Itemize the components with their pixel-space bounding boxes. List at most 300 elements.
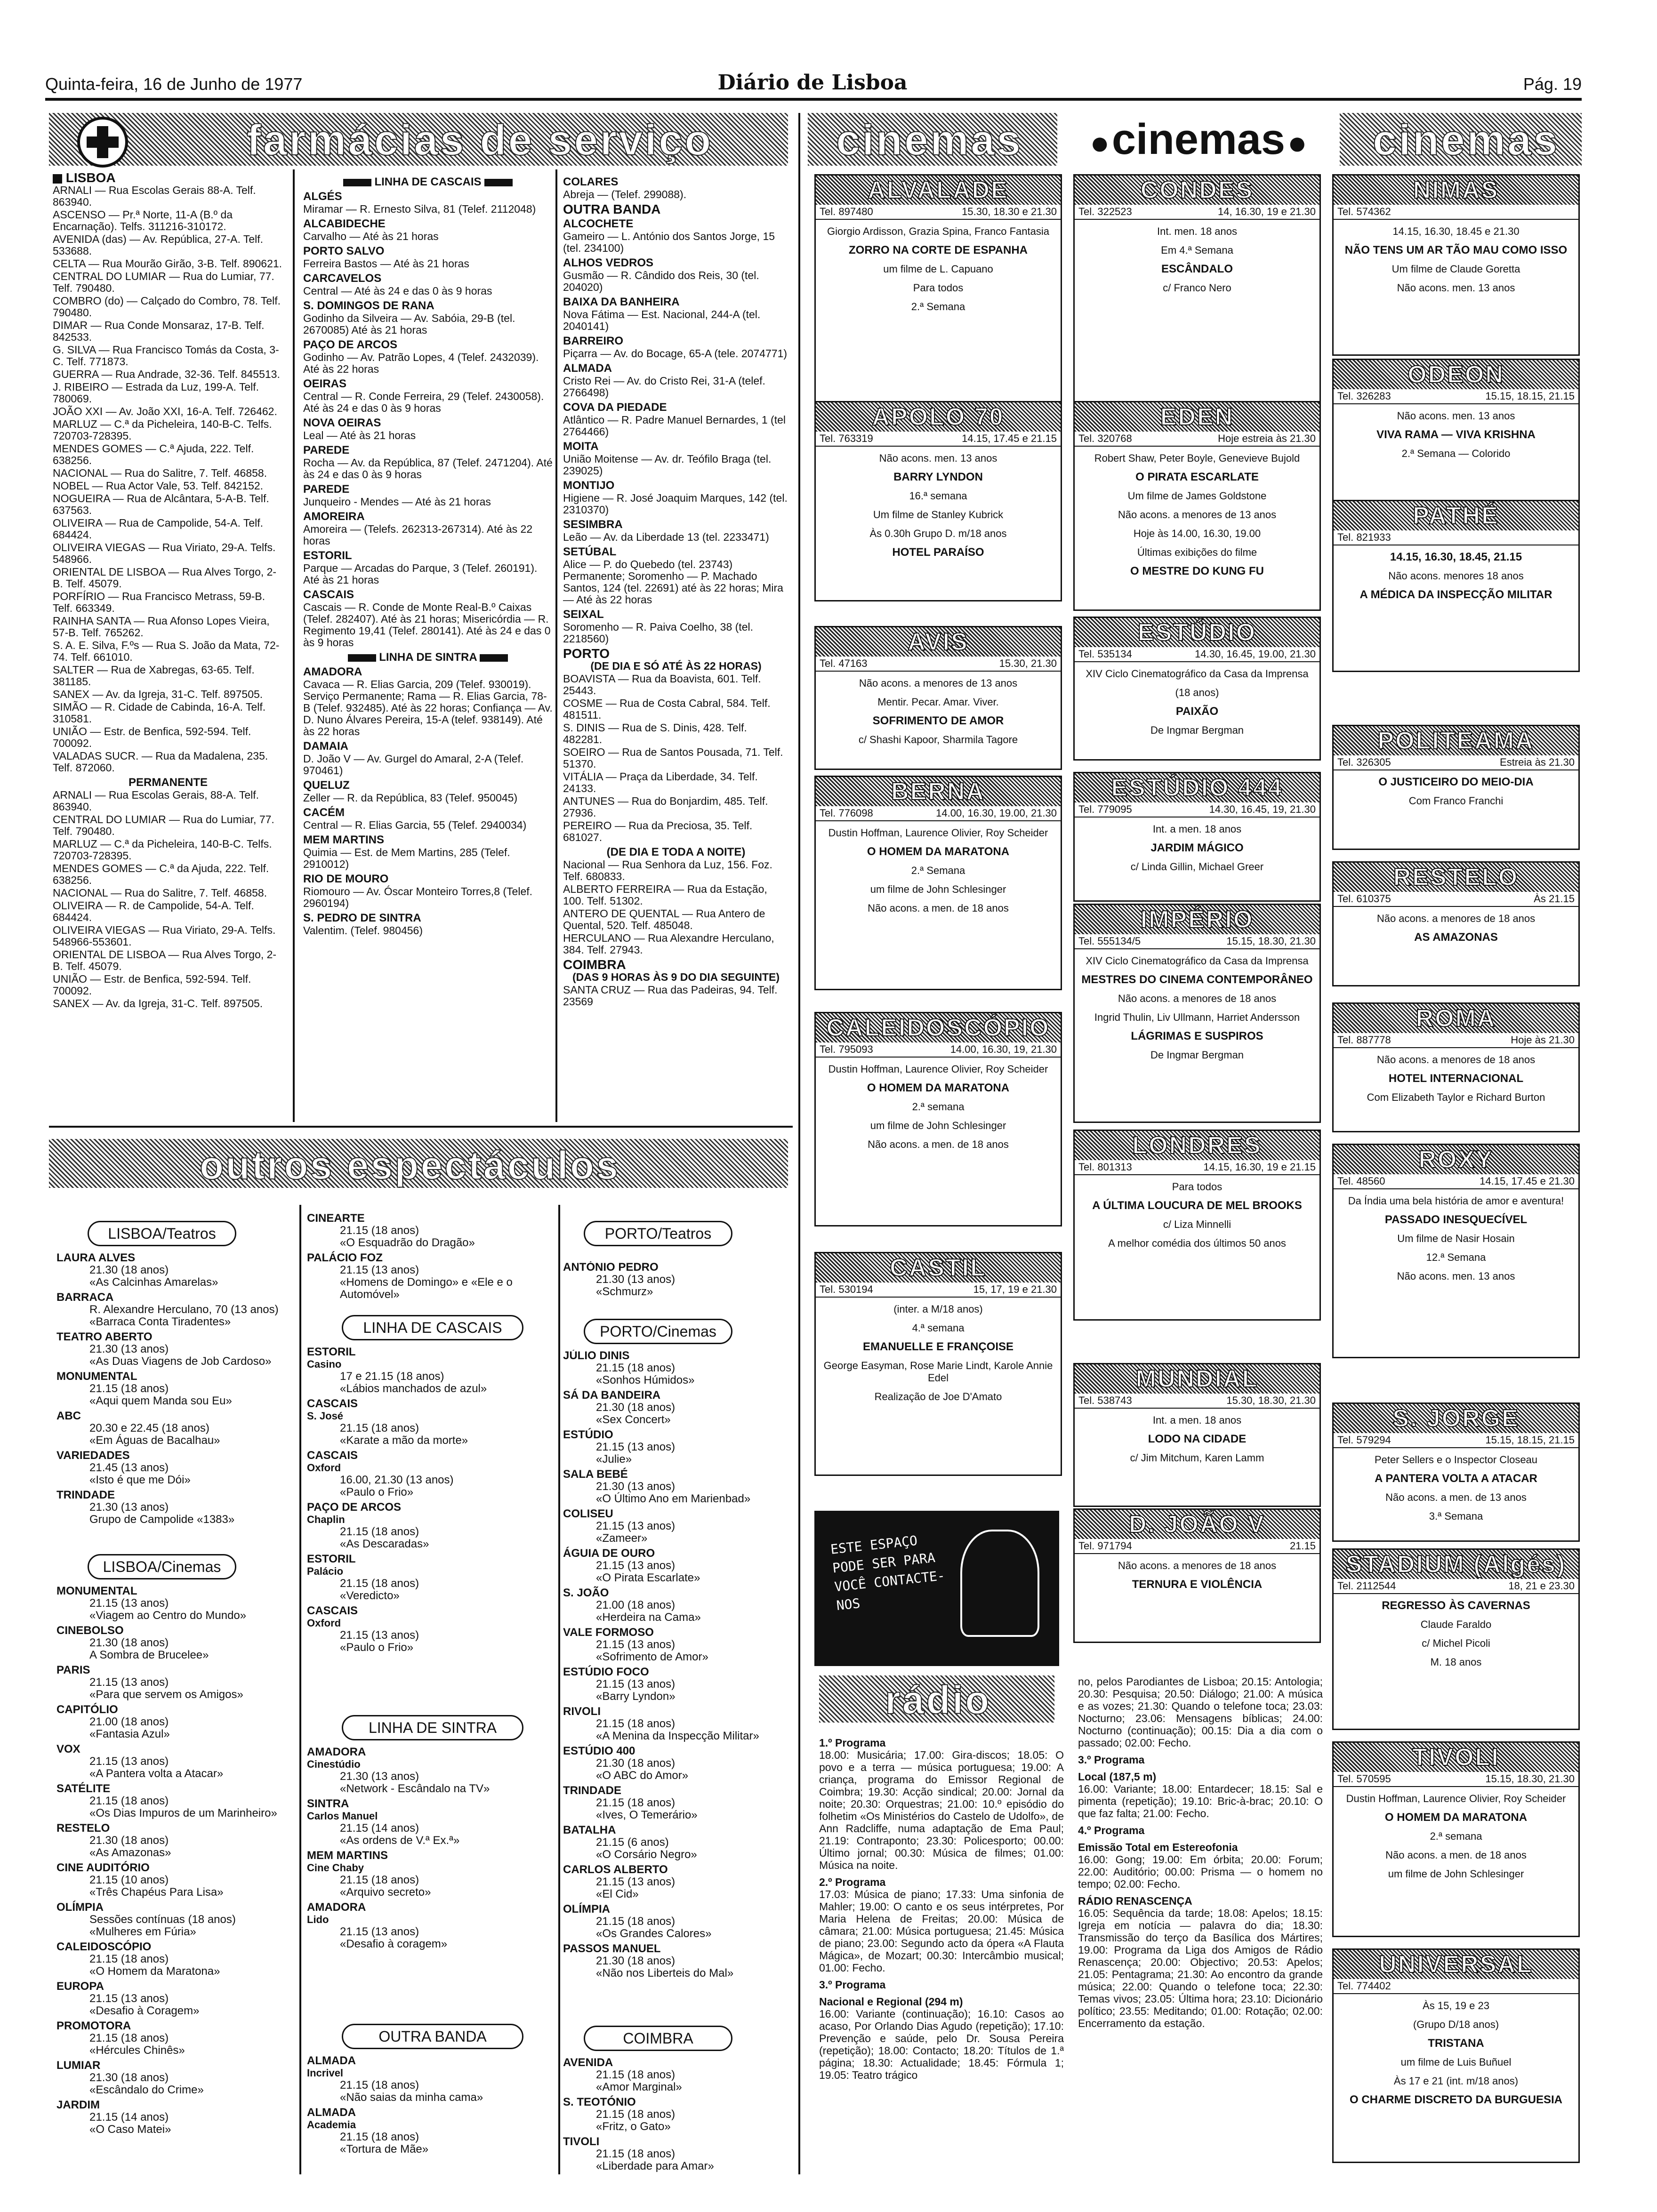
lisboa-cinemas-heading: LISBOA/Cinemas	[88, 1554, 236, 1579]
pharmacy-entry: Quimia — Est. de Mem Martins, 285 (Telef. 2910012)	[303, 846, 510, 870]
cinema-line: Para todos	[913, 282, 964, 294]
cinema-phone-times	[816, 205, 1061, 220]
listing-detail: «Liberdade para Amar»	[596, 2160, 714, 2172]
listing-detail: 21.15 (13 anos)	[89, 1992, 169, 2005]
cinema-line: Às 15, 19 e 23	[1423, 2000, 1489, 2012]
listing-detail: «As ordens de V.ª Ex.ª»	[340, 1834, 460, 1847]
listing-entry	[307, 1501, 556, 1550]
cinema-line: Às 0.30h Grupo D. m/18 anos	[869, 528, 1007, 539]
cinema-name: RESTELO	[1334, 863, 1578, 892]
listing-detail: «Desafio à coragem»	[340, 1938, 448, 1950]
radio-programme-heading: Local (187,5 m)	[1078, 1771, 1157, 1783]
venue-name: MEM MARTINS	[307, 1849, 388, 1862]
listing-detail: «As Descaradas»	[340, 1538, 429, 1550]
cinema-phone-times	[816, 806, 1061, 821]
pharmacy-entry: Abreja — (Telef. 299088).	[563, 188, 687, 200]
cinema-phone: Tel. 887778	[1337, 1034, 1391, 1046]
town-heading: ALHOS VEDROS	[563, 256, 654, 269]
cinema-line: 3.ª Semana	[1429, 1510, 1483, 1522]
coimbra-cinemas-list	[563, 2057, 789, 2174]
cinema-box	[1332, 1002, 1580, 1132]
cinema-line: Não acons. a menores de 18 anos	[1118, 993, 1277, 1004]
listing-detail: 21.15 (13 anos)	[596, 1678, 676, 1691]
cinema-line: O CHARME DISCRETO DA BURGUESIA	[1349, 2093, 1563, 2106]
listing-entry	[56, 1941, 297, 1978]
listing-entry	[307, 2107, 556, 2156]
cinema-box	[1073, 904, 1321, 1123]
listing-detail: 21.15 (18 anos)	[340, 2079, 419, 2092]
venue-name: CINE AUDITÓRIO	[56, 1861, 150, 1874]
town-heading: DAMAIA	[303, 740, 348, 753]
listing-entry	[563, 1508, 789, 1545]
cinema-line: A ÚLTIMA LOUCURA DE MEL BROOKS	[1092, 1199, 1302, 1212]
venue-name: CINEARTE	[307, 1212, 365, 1225]
pharmacy-entry: ORIENTAL DE LISBOA — Rua Alves Torgo, 2-B. Telf. 45079.	[53, 566, 277, 590]
radio-programme-schedule: 18.00: Musicária; 17.00: Gira-discos; 18.05: O povo e a terra — música portuguesa; 19.00: A criança, programa do Emissor Regional de Coimbra; 19.30: Acção sindical; 20.00: Jornal da noite; 20.30: Orquestras; 21.00: 10.º episódio do folhetim «Os Ministérios do Castelo de Udolfo», de Ann Radcliffe, numa adaptação de Ema Paul; 21.19: Contraponto; 23.30: Policesporto; 00.00: Último jornal; 00.30: Música de filmes; 01.00: Música na noite.	[819, 1749, 1064, 1871]
listing-detail: 21.15 (13 anos)	[340, 1925, 419, 1938]
column-divider	[558, 1205, 560, 2174]
town-heading: MOITA	[563, 440, 599, 453]
pharmacy-cross-icon	[77, 117, 128, 168]
cinema-phone: Tel. 47163	[820, 657, 868, 669]
venue-name: CASCAIS	[307, 1449, 358, 1462]
listing-entry	[307, 1798, 556, 1847]
pharmacy-entry: SALTER — Rua de Xabregas, 63-65. Telf. 381185.	[53, 664, 255, 688]
venue-name: Academia	[307, 2119, 356, 2131]
cinema-line: Da Índia uma bela história de amor e aventura!	[1348, 1195, 1564, 1207]
cinema-times: 14.00, 16.30, 19.00, 21.30	[936, 807, 1057, 819]
pharmacy-entry: GUERRA — Rua Andrade, 32-36. Telf. 845513.	[53, 368, 280, 380]
venue-name: S. José	[307, 1410, 344, 1422]
cinema-line: Não acons. a men. de 18 anos	[868, 1138, 1009, 1150]
listing-detail: 21.30 (13 anos)	[340, 1770, 419, 1783]
cinema-line: Um filme de Stanley Kubrick	[873, 509, 1004, 521]
pharmacy-entry: ASCENSO — Pr.ª Norte, 11-A (B.º da Encarnação). Telfs. 311216-310172.	[53, 208, 233, 232]
listing-detail: «Os Grandes Calores»	[596, 1927, 712, 1940]
pharmacy-entry: SIMÃO — R. Cidade de Cabinda, 16-A. Telf. 310581.	[53, 701, 266, 725]
pharmacy-entry: UNIÃO — Estr. de Benfica, 592-594. Telf. 700092.	[53, 973, 251, 997]
cinema-name: AVIS	[816, 627, 1061, 657]
cinema-line: O JUSTICEIRO DO MEIO-DIA	[1378, 776, 1534, 788]
cinema-box	[1332, 174, 1580, 356]
listing-detail: «A Menina da Inspecção Militar»	[596, 1730, 759, 1742]
pharmacy-entry: Atlântico — R. Padre Manuel Bernardes, 1 (tel 2764466)	[563, 414, 786, 438]
listing-detail: «As Amazonas»	[89, 1846, 171, 1859]
listing-entry	[307, 2055, 556, 2104]
pharmacy-entry: ANTUNES — Rua do Bonjardim, 485. Telf. 27936.	[563, 795, 768, 819]
town-heading: RIO DE MOURO	[303, 873, 389, 885]
venue-name: Incrivel	[307, 2067, 344, 2079]
cinema-phone: Tel. 579294	[1337, 1434, 1391, 1446]
cinema-phone: Tel. 574362	[1337, 206, 1391, 217]
cinema-times: 15, 17, 19 e 21.30	[973, 1283, 1057, 1295]
pharmacy-entry: MENDES GOMES — C.ª da Ajuda, 222. Telf. 638256.	[53, 862, 269, 886]
listing-entry	[56, 2060, 297, 2096]
radio-programme-heading: 3.º Programa	[1078, 1754, 1145, 1766]
venue-name: Cine Chaby	[307, 1862, 364, 1874]
cinema-line: Dustin Hoffman, Laurence Olivier, Roy Scheider	[828, 1063, 1048, 1075]
pharmacy-entry: Piçarra — Av. do Bocage, 65-A (tele. 2074771)	[563, 347, 788, 360]
venue-name: PASSOS MANUEL	[563, 1942, 661, 1955]
pharmacy-entry: Godinho — Av. Patrão Lopes, 4 (Telef. 2432039). Até às 22 horas	[303, 351, 539, 375]
pharmacy-entry: OLIVEIRA VIEGAS — Rua Viriato, 29-A. Telfs. 548966.	[53, 541, 276, 565]
pharmacy-entry: NACIONAL — Rua do Salitre, 7. Telf. 46858.	[53, 887, 267, 899]
cinema-phone: Tel. 776098	[820, 807, 873, 819]
cinema-times: 18, 21 e 23.30	[1508, 1580, 1575, 1592]
listing-detail: 21.15 (18 anos)	[340, 1577, 419, 1590]
town-heading: SESIMBRA	[563, 518, 623, 531]
listing-entry	[563, 1350, 789, 1387]
cinema-line: 2.ª Semana	[911, 865, 965, 876]
pharmacy-entry: ARNALI — Rua Escolas Gerais, 88-A. Telf. 863940.	[53, 789, 259, 813]
cinema-name: LONDRES	[1075, 1131, 1319, 1160]
cinema-line: Não acons. a menores de 18 anos	[1118, 1560, 1277, 1571]
cinema-box	[1073, 1363, 1321, 1507]
cinema-phone: Tel. 795093	[820, 1043, 873, 1055]
cinema-line: De Ingmar Bergman	[1150, 1049, 1244, 1061]
cinema-phone-times	[1334, 1033, 1578, 1048]
cinema-name: TIVOLI	[1334, 1743, 1578, 1772]
listing-detail: «Em Águas de Bacalhau»	[89, 1434, 220, 1447]
listing-detail: 21.15 (18 anos)	[340, 1422, 419, 1435]
listing-entry	[56, 1291, 297, 1328]
pharmacy-entry: (DAS 9 HORAS ÀS 9 DO DIA SEGUINTE)	[572, 971, 780, 983]
cinema-phone: Tel. 779095	[1078, 803, 1132, 815]
listing-detail: 21.30 (18 anos)	[89, 1834, 169, 1847]
listing-detail: 21.30 (18 anos)	[89, 1264, 169, 1276]
cinema-phone: Tel. 570595	[1337, 1773, 1391, 1785]
listing-detail: «O Pirata Escarlate»	[596, 1571, 700, 1584]
cinema-name: MUNDIAL	[1075, 1364, 1319, 1394]
region-heading: COIMBRA	[563, 957, 626, 972]
cinema-line: Não acons. a menores de 18 anos	[1376, 1054, 1536, 1066]
pharmacy-entry: COSME — Rua de Costa Cabral, 584. Telf. 481511.	[563, 697, 771, 721]
cinema-line: Não acons. men. 13 anos	[1397, 410, 1515, 422]
cinema-line: A PANTERA VOLTA A ATACAR	[1375, 1472, 1537, 1485]
cinema-line: um filme de John Schlesinger	[870, 883, 1006, 895]
cinema-times: 14, 16.30, 19 e 21.30	[1218, 206, 1316, 217]
listing-entry	[563, 1706, 789, 1742]
cinema-phone-times	[1075, 432, 1319, 447]
town-heading: ALGÉS	[303, 190, 342, 203]
listing-entry	[563, 1824, 789, 1861]
listing-detail: «Zameer»	[596, 1532, 648, 1545]
pharmacy-entry: Riomouro — Av. Óscar Monteiro Torres,8 (Telef. 2960194)	[303, 885, 533, 909]
listing-detail: 21.30 (13 anos)	[89, 1343, 169, 1355]
venue-name: ALMADA	[307, 2106, 356, 2119]
pharmacy-entry: SOEIRO — Rua de Santos Pousada, 71. Telf. 51370.	[563, 746, 783, 770]
pharmacy-entry: PERMANENTE	[128, 776, 208, 789]
cinema-line: A MÉDICA DA INSPECÇÃO MILITAR	[1359, 588, 1552, 601]
radio-title: rádio	[885, 1678, 991, 1722]
town-heading: S. DOMINGOS DE RANA	[303, 299, 434, 312]
farmacias-banner	[49, 113, 788, 166]
cinema-name: ESTÚDIO	[1075, 618, 1319, 647]
listing-detail: 21.15 (18 anos)	[596, 2108, 676, 2121]
venue-name: ESTÚDIO	[563, 1428, 613, 1441]
listing-detail: 21.45 (13 anos)	[89, 1461, 169, 1474]
venue-name: TRINDADE	[56, 1489, 115, 1501]
listing-entry	[563, 1943, 789, 1980]
venue-name: TRINDADE	[563, 1784, 621, 1797]
listing-detail: 16.00, 21.30 (13 anos)	[340, 1474, 454, 1486]
page-number: Pág. 19	[1523, 74, 1582, 94]
listing-detail: «Tortura de Mãe»	[340, 2143, 429, 2156]
cinema-phone-times	[1075, 1160, 1319, 1175]
pharmacy-entry: CENTRAL DO LUMIAR — Rua do Lumiar, 77. Telf. 790480.	[53, 270, 274, 294]
cinema-times: Estreia às 21.30	[1500, 756, 1575, 768]
listing-detail: «Arquivo secreto»	[340, 1886, 431, 1899]
cinema-phone-times	[1334, 892, 1578, 907]
venue-name: CASCAIS	[307, 1604, 358, 1617]
cinema-line: MESTRES DO CINEMA CONTEMPORÂNEO	[1081, 973, 1313, 986]
cinema-line: ESCÂNDALO	[1161, 263, 1233, 275]
cinema-phone-times	[816, 432, 1061, 447]
listing-detail: «Não saias da minha cama»	[340, 2091, 483, 2104]
pharmacy-entry: G. SILVA — Rua Francisco Tomás da Costa, 3-C. Telf. 771873.	[53, 344, 279, 368]
cinema-line: c/ Michel Picoli	[1422, 1637, 1490, 1649]
listing-entry	[307, 1605, 556, 1654]
pharmacy-entry: Leal — Até às 21 horas	[303, 429, 416, 441]
listing-detail: «O Esquadrão do Dragão»	[340, 1236, 475, 1249]
cinema-box	[814, 174, 1062, 417]
town-heading: MONTIJO	[563, 479, 615, 492]
cinema-line: c/ Jim Mitchum, Karen Lamm	[1130, 1452, 1264, 1464]
listing-detail: 21.30 (13 anos)	[596, 1480, 676, 1493]
venue-name: SATÉLITE	[56, 1782, 111, 1795]
pharmacy-entry: Junqueiro - Mendes — Até às 21 horas	[303, 496, 491, 508]
cinema-name: ESTÚDIO 444	[1075, 773, 1319, 802]
cinema-name: ALVALADE	[816, 176, 1061, 205]
porto-teatros-list	[563, 1261, 789, 1313]
porto-cinemas-list	[563, 1350, 789, 2018]
cinema-line: Não acons. a menores de 18 anos	[1376, 913, 1536, 924]
column-divider	[299, 1205, 301, 2174]
listing-detail: 21.15 (18 anos)	[340, 1874, 419, 1886]
pharmacy-entry: Godinho da Silveira — Av. Sabóia, 29-B (tel. 2670085) Até às 21 horas	[303, 312, 515, 336]
pharmacy-entry: NOBEL — Rua Actor Vale, 53. Telf. 842152.	[53, 480, 264, 492]
pharmacy-entry: MARLUZ — C.ª da Picheleira, 140-B-C. Telfs. 720703-728395.	[53, 838, 272, 862]
venue-name: SINTRA	[307, 1797, 349, 1810]
pharmacy-entry: Ferreira Bastos — Até às 21 horas	[303, 257, 469, 270]
cinema-box	[1073, 772, 1321, 902]
listing-entry	[307, 1850, 556, 1899]
town-heading: BARREIRO	[563, 335, 624, 347]
cinema-times: 14.30, 16.45, 19, 21.30	[1209, 803, 1316, 815]
radio-programme-schedule: 17.03: Música de piano; 17.33: Uma sinfonia de Mahler; 19.00: O canto e os seus intérpretes, Por Maria Helena de Freitas; 20.00: Música de câmara; 21.00: Música portuguesa; 21.45: Música de piano; 23.00: Segundo acto da ópera «A Flauta Mágica», de Mozart; 00.30: Intercâmbio musical; 01.00: Fecho.	[819, 1888, 1064, 1974]
cinema-line: 14.15, 16.30, 18.45 e 21.30	[1392, 225, 1520, 237]
listing-detail: 21.15 (14 anos)	[89, 2111, 169, 2124]
venue-name: OLÍMPIA	[56, 1901, 104, 1914]
region-heading: PORTO	[563, 646, 610, 661]
venue-name: AMADORA	[307, 1746, 366, 1758]
listing-entry	[56, 1410, 297, 1447]
cinema-line: O HOMEM DA MARATONA	[867, 845, 1010, 858]
pharmacy-entry: AVENIDA (das) — Av. República, 27-A. Telf. 533688.	[53, 233, 263, 257]
town-heading: NOVA OEIRAS	[303, 417, 381, 429]
listing-detail: «Paulo o Frio»	[340, 1486, 414, 1499]
listing-detail: «Sofrimento de Amor»	[596, 1651, 708, 1663]
cinema-box	[814, 401, 1062, 601]
venue-name: CARLOS ALBERTO	[563, 1863, 668, 1876]
venue-name: MONUMENTAL	[56, 1370, 137, 1383]
town-heading: PAÇO DE ARCOS	[303, 338, 398, 351]
venue-name: JÚLIO DINIS	[563, 1350, 630, 1362]
pharmacy-entry: Cavaca — R. Elias Garcia, 209 (Telef. 930019). Serviço Permanente; Rama — R. Elias Garcia, 78-B (Telef. 932485). Até às 22 horas; Confiança — Av. D. Nuno Álvares Pereira, 15-A (telef. 938149). Até às 22 horas	[303, 678, 553, 737]
cinema-phone: Tel. 774402	[1337, 1980, 1391, 1992]
cinema-line: Mentir. Pecar. Amar. Viver.	[877, 696, 999, 708]
listing-entry	[56, 1862, 297, 1899]
column-divider	[293, 169, 295, 1122]
venue-name: VOX	[56, 1743, 80, 1755]
cinema-line: TRISTANA	[1428, 2037, 1484, 2050]
pharmacy-entry: UNIÃO — Estr. de Benfica, 592-594. Telf. 700092.	[53, 725, 251, 749]
pharmacy-entry: Carvalho — Até às 21 horas	[303, 230, 439, 242]
cinema-times: 15.15, 18.15, 21.15	[1485, 1434, 1575, 1446]
listing-detail: 21.15 (13 anos)	[89, 1597, 169, 1610]
cinema-line: um filme de John Schlesinger	[1388, 1868, 1524, 1880]
cinema-name: IMPÉRIO	[1075, 905, 1319, 934]
cinema-box	[1332, 500, 1580, 672]
listing-entry	[563, 2096, 789, 2133]
listing-entry	[56, 1625, 297, 1661]
venue-name: ESTORIL	[307, 1553, 356, 1565]
pharmacy-entry: SANEX — Av. da Igreja, 31-C. Telf. 897505.	[53, 688, 263, 700]
pharmacy-entry: S. A. E. Silva, F.ºs — Rua S. João da Mata, 72-74. Telf. 661010.	[53, 639, 280, 663]
farmacias-title: farmácias de serviço	[247, 116, 713, 164]
cinema-phone: Tel. 48560	[1337, 1175, 1385, 1187]
radio-programme-schedule: 16.00: Variante (continuação); 16.10: Casos ao acaso, Por Orlando Dias Agudo (repetição); 17.10: Prevenção e saúde, pelo Dr. Sousa Pereira (repetição); 18.00: Contacto; 18.20: Títulos de 1.ª página; 18.30: Actualidade; 18.45: Fórmula 1; 19.05: Teatro trágico	[819, 2008, 1064, 2081]
radio-programme-schedule: 16.05: Sequência da tarde; 18.08: Apelos; 18.15: Igreja em notícia — palavra do dia; 18.30: Transmissão do terço da Basílica dos Mártires; 19.00: Programa da Liga dos Amigos de Rádio Renascença; 20.00: Objectivo; 20.53: Apelos; 21.05: Pentagrama; 21.30: Ao encontro da grande música; 22.00: Quando o telefone toca; 22.30: Temas vivos; 23.05: Última hora; 23.10: Dicionário político; 23.55: Meditando; 01.00: Rotação; 02.00: Encerramento da estação.	[1078, 1907, 1323, 2029]
listing-detail: R. Alexandre Herculano, 70 (13 anos)	[89, 1303, 279, 1316]
cinema-phone: Tel. 320768	[1078, 433, 1132, 444]
listing-detail: 21.00 (18 anos)	[596, 1599, 676, 1611]
listing-entry	[56, 1743, 297, 1780]
listing-detail: Grupo de Campolide «1383»	[89, 1513, 235, 1526]
radio-programme-schedule: no, pelos Parodiantes de Lisboa; 20.15: Antologia; 20.30: Pesquisa; 20.50: Diálogo; 21.00: A música e as vozes; 21.30: Quando o telefone toca; 23.03: Nocturno; 23.06: Mensagens bíblicas; 24.00: Nocturno (continuação); 00.15: Dia a dia com o passado; 02.00: Fecho.	[1078, 1675, 1323, 1749]
listing-detail: 21.15 (18 anos)	[89, 1795, 169, 1807]
cinema-line: M. 18 anos	[1430, 1656, 1482, 1668]
pharmacy-entry: Central — Até às 24 e das 0 às 9 horas	[303, 285, 492, 297]
radio-programme-heading: Emissão Total em Estereofonia	[1078, 1841, 1238, 1853]
listing-entry	[56, 1704, 297, 1740]
cinema-phone: Tel. 326305	[1337, 756, 1391, 768]
cinema-times: 14.00, 16.30, 19, 21.30	[950, 1043, 1057, 1055]
pharmacy-entry: BOAVISTA — Rua da Boavista, 601. Telf. 25443.	[563, 673, 761, 697]
cinema-name: APOLO 70	[816, 402, 1061, 432]
cinema-name: NIMAS	[1334, 176, 1578, 205]
listing-detail: «Sex Concert»	[596, 1413, 671, 1426]
radio-programme-schedule: 16.00: Variante; 18.00: Entardecer; 18.15: Sal e pimenta (repetição); 19.10: Bric-à-brac; 20.10: O que faz falta; 21.00: Fecho.	[1078, 1783, 1323, 1819]
cinema-line: Int. a men. 18 anos	[1152, 823, 1242, 835]
radio-programme-schedule: 16.00: Gong; 19.00: Em órbita; 20.00: Forum; 22.00: Auditório; 00.00: Prisma — o homem no tempo; 02.00: Fecho.	[1078, 1853, 1323, 1890]
cinema-line: um filme de Luis Buñuel	[1400, 2056, 1512, 2068]
cinema-phone: Tel. 971794	[1078, 1540, 1132, 1552]
listing-entry	[56, 1585, 297, 1622]
venue-name: PALÁCIO FOZ	[307, 1251, 383, 1264]
cinema-name: POLITEAMA	[1334, 726, 1578, 755]
cinema-line: O HOMEM DA MARATONA	[1384, 1811, 1528, 1824]
venue-name: Cinestúdio	[307, 1758, 361, 1770]
town-heading: QUELUZ	[303, 779, 350, 792]
cinema-line: Últimas exibições do filme	[1137, 546, 1257, 558]
cinema-line: O PIRATA ESCARLATE	[1135, 471, 1259, 483]
cinema-line: 2.ª semana	[912, 1101, 965, 1113]
cinema-line: 2.ª Semana	[911, 301, 965, 313]
listing-entry	[56, 1370, 297, 1407]
cinemas-title: cinemas	[1111, 115, 1286, 163]
cinema-times: 15.30, 18.30 e 21.30	[962, 206, 1057, 217]
cinema-line: c/ Linda Gillin, Michael Greer	[1130, 861, 1264, 873]
pharmacy-entry: OLIVEIRA — R. de Campolide, 54-A. Telf. 684424.	[53, 899, 254, 923]
pharmacy-entry: Central — R. Conde Ferreira, 29 (Telef. 2430058). Até às 24 e das 0 às 9 horas	[303, 390, 544, 414]
cinema-line: Em 4.ª Semana	[1161, 244, 1233, 256]
farmacias-outras-list	[563, 173, 789, 1114]
town-heading: CASCAIS	[303, 588, 354, 601]
cinema-times: 15.15, 18.30, 21.30	[1226, 935, 1316, 947]
venue-name: RESTELO	[56, 1822, 110, 1835]
venue-name: ABC	[56, 1410, 81, 1422]
listing-detail: 21.30 (13 anos)	[596, 1273, 676, 1286]
pharmacy-entry: RAINHA SANTA — Rua Afonso Lopes Vieira, 57-B. Telf. 765262.	[53, 615, 270, 639]
pharmacy-entry: Rocha — Av. da República, 87 (Telef. 2471204). Até às 24 e das 0 às 9 horas	[303, 457, 553, 481]
venue-name: VALE FORMOSO	[563, 1626, 654, 1639]
cinema-line: Um filme de James Goldstone	[1127, 490, 1267, 502]
town-heading: SEIXAL	[563, 608, 604, 621]
region-heading	[303, 651, 553, 663]
cinema-times: 14.15, 17.45 e 21.15	[962, 433, 1057, 444]
cinema-line: HOTEL INTERNACIONAL	[1388, 1072, 1524, 1085]
cinema-phone-times	[1075, 1539, 1319, 1554]
cinema-line: Não acons. a men. de 18 anos	[868, 902, 1009, 914]
cinema-line: Não acons. a men. de 18 anos	[1385, 1849, 1527, 1861]
listing-detail: 21.15 (18 anos)	[596, 1915, 676, 1928]
rule-bar	[343, 179, 371, 186]
outra-banda-cinemas-list	[307, 2055, 556, 2172]
listing-entry	[307, 1212, 556, 1249]
cinema-phone-times	[1075, 934, 1319, 949]
venue-name: Carlos Manuel	[307, 1810, 378, 1822]
cinema-line: Um filme de Claude Goretta	[1392, 263, 1520, 275]
cinema-phone: Tel. 2112544	[1337, 1580, 1396, 1592]
pharmacy-entry: (DE DIA E SÓ ATÉ ÀS 22 HORAS)	[590, 660, 762, 672]
espectaculos-title: outros espectáculos	[200, 1143, 620, 1187]
cinema-times: 15.30, 21.30	[999, 657, 1057, 669]
town-heading: MEM MARTINS	[303, 834, 384, 846]
town-heading: (DE DIA E TODA A NOITE)	[606, 846, 746, 858]
pharmacy-entry: Central — R. Elias Garcia, 55 (Telef. 2940034)	[303, 819, 527, 831]
porto-cinemas-heading: PORTO/Cinemas	[584, 1319, 732, 1344]
cinema-line: Peter Sellers e o Inspector Closeau	[1374, 1454, 1538, 1466]
venue-name: TEATRO ABERTO	[56, 1330, 153, 1343]
listing-detail: «Schmurz»	[596, 1285, 653, 1298]
venue-name: VARIEDADES	[56, 1449, 130, 1462]
cinema-box	[1332, 1741, 1580, 1937]
cinema-phone: Tel. 897480	[820, 206, 873, 217]
cinema-line: Ingrid Thulin, Liv Ullmann, Harriet Andersson	[1094, 1011, 1300, 1023]
town-heading: BAIXA DA BANHEIRA	[563, 296, 680, 308]
listing-detail: 20.30 e 22.45 (18 anos)	[89, 1422, 209, 1435]
pharmacy-entry: HERCULANO — Rua Alexandre Herculano, 384. Telf. 27943.	[563, 932, 774, 956]
cinema-line: Não acons. men. 13 anos	[1397, 1270, 1515, 1282]
listing-detail: «Barry Lyndon»	[596, 1690, 676, 1703]
pharmacy-entry: OLIVEIRA — Rua de Campolide, 54-A. Telf. 684424.	[53, 517, 264, 541]
cinema-line: LÁGRIMAS E SUSPIROS	[1131, 1030, 1263, 1042]
venue-name: COLISEU	[563, 1507, 613, 1520]
town-heading: ALCABIDECHE	[303, 217, 386, 230]
venue-name: ESTÚDIO FOCO	[563, 1666, 649, 1678]
region-heading: OUTRA BANDA	[563, 202, 661, 216]
